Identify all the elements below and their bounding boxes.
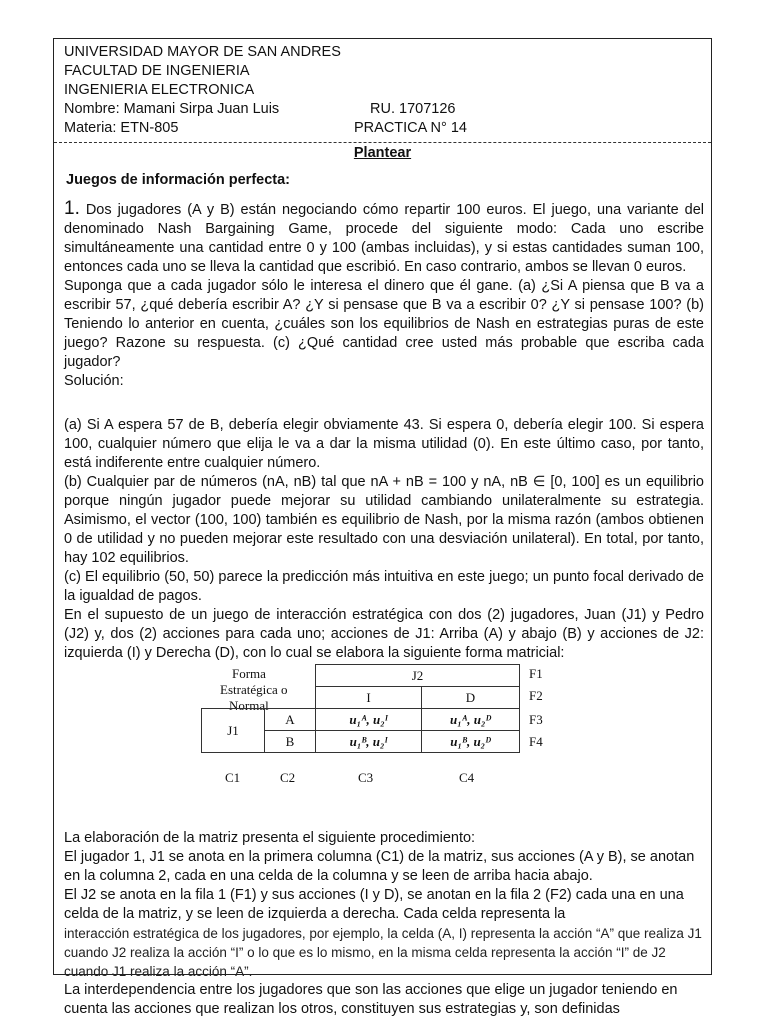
faculty-name: FACULTAD DE INGENIERIA (64, 63, 250, 79)
solution-c: (c) El equilibrio (50, 50) parece la predicción más intuitiva en este juego; un punto focal derivado de la igualdad de pagos. (64, 569, 704, 604)
university-name: UNIVERSIDAD MAYOR DE SAN ANDRES (64, 44, 341, 60)
matrix-cell-a-i: u₁ᴬ, u₂ᴵ (316, 709, 422, 731)
matrix-action-d: D (422, 687, 520, 709)
matrix-cell-a-d: u₁ᴬ, u₂ᴰ (422, 709, 520, 731)
solution-body (64, 416, 704, 663)
section-subtitle: Juegos de información perfecta: (66, 172, 290, 188)
practice-number: PRACTICA N° 14 (354, 120, 467, 136)
matrix-caption-line1: Forma (232, 666, 266, 681)
procedure-p4: La interdependencia entre los jugadores que son las acciones que elige un jugador teniendo en cuenta las acciones que realizan los otros, constituyen sus estrategias y, son definidas (64, 982, 678, 1017)
procedure-p3: El J2 se anota en la fila 1 (F1) y sus acciones (I y D), se anotan en la fila 2 (F2) cada una en una celda de la matriz, y se leen de izquierda a derecha. Cada celda representa la (64, 887, 684, 922)
row-label-f2: F2 (529, 688, 543, 703)
solution-a: (a) Si A espera 57 de B, debería elegir obviamente 43. Si espera 0, debería elegir 100. Si espera 100, cualquier número que elija le va a dar la misma utilidad (0). En este último caso, por tanto, está indiferente entre cualquier número. (64, 417, 704, 471)
problem-statement (64, 199, 704, 391)
solution-b: (b) Cualquier par de números (nA, nB) tal que nA + nB = 100 y nA, nB ∈ [0, 100] es un equilibrio porque ningún jugador puede mejorar su utilidad cambiando unilateralmente su estrategia. Asimismo, el vector (100, 100) también es equilibrio de Nash, por la misma razón (ambos obtienen 0 de utilidad y no pueden mejorar este resultado con una desviación unilateral). En total, por tanto, hay 102 equilibrios. (64, 474, 704, 566)
payoff-matrix-figure (194, 664, 614, 824)
student-name: Nombre: Mamani Sirpa Juan Luis (64, 101, 280, 117)
problem-questions: Suponga que a cada jugador sólo le interesa el dinero que él gane. (a) ¿Si A piensa que B va a escribir 57, ¿qué debería escribir A? ¿Y si pensase que B va a escribir 0? ¿Y si pensase 100? (b) Teniendo lo anterior en cuenta, ¿cuáles son los equilibrios de Nash en estrategias puras de este juego? Razone su respuesta. (c) ¿Qué cantidad cree usted más probable que escriba cada jugador? (64, 278, 704, 370)
matrix-caption-line3: Normal (229, 698, 269, 713)
matrix-player1: J1 (202, 709, 265, 753)
row-label-f3: F3 (529, 712, 543, 727)
col-label-c4: C4 (459, 770, 475, 785)
matrix-player2: J2 (316, 665, 520, 687)
col-label-c2: C2 (280, 770, 296, 785)
col-label-c3: C3 (358, 770, 374, 785)
problem-text: Dos jugadores (A y B) están negociando cómo repartir 100 euros. El juego, una variante del denominado Nash Bargaining Game, procede del siguiente modo: Cada uno escribe simultáneamente una cantidad entre 0 y 100 (ambas incluidas), y si estas cantidades suman 100, entonces cada uno se lleva la cantidad que escribió. En caso contrario, ambos se llevan 0 euros. (64, 202, 704, 275)
career-name: INGENIERIA ELECTRONICA (64, 82, 255, 98)
procedure-p1: La elaboración de la matriz presenta el siguiente procedimiento: (64, 830, 476, 846)
matrix-cell-b-i: u₁ᴮ, u₂ᴵ (316, 731, 422, 753)
procedure-p2: El jugador 1, J1 se anota en la primera columna (C1) de la matriz, sus acciones (A y B), se anotan en la columna 2, cada en una celda de la columna y se leen de arriba hacia abajo. (64, 849, 695, 884)
matrix-cell-b-d: u₁ᴮ, u₂ᴰ (422, 731, 520, 753)
matrix-caption-line2: Estratégica o (220, 682, 288, 697)
student-ru: RU. 1707126 (370, 101, 456, 117)
col-label-c1: C1 (225, 770, 241, 785)
document-frame (53, 38, 712, 1017)
section-title: Plantear (353, 145, 412, 161)
row-label-f1: F1 (529, 666, 543, 681)
problem-number: 1. (64, 198, 80, 219)
matrix-intro: En el supuesto de un juego de interacción estratégica con dos (2) jugadores, Juan (J1) y Pedro (J2) y, dos (2) acciones para cada uno; acciones de J1: Arriba (A) y abajo (B) y acciones de J2: izquierda (I) y Derecha (D), con lo cual se elabora la siguiente forma matricial: (64, 607, 704, 661)
matrix-action-b: B (265, 731, 316, 753)
dashed-divider (54, 142, 711, 143)
header (64, 43, 704, 138)
procedure-body (64, 829, 704, 1019)
row-label-f4: F4 (529, 734, 543, 749)
procedure-p3b: interacción estratégica de los jugadores, por ejemplo, la celda (A, I) representa la acción “A” que realiza J1 cuando J2 realiza la acción “I” o lo que es lo mismo, en la misma celda representa la acción “I” de J2 cuando J1 realiza la acción “A”. (64, 926, 702, 979)
payoff-matrix (201, 664, 520, 753)
matrix-action-a: A (265, 709, 316, 731)
matrix-action-i: I (316, 687, 422, 709)
solution-label: Solución: (64, 373, 124, 389)
subject: Materia: ETN-805 (64, 120, 179, 136)
